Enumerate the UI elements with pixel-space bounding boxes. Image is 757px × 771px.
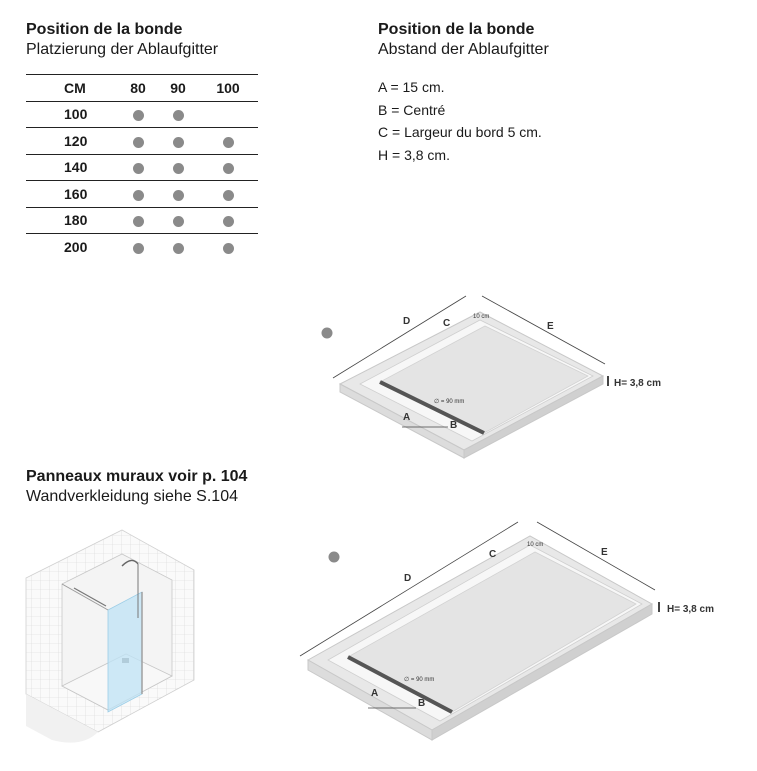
spec-a: A = 15 cm. xyxy=(378,79,445,95)
drain-dot-2 xyxy=(329,552,340,563)
spec-b: B = Centré xyxy=(378,101,446,118)
dim-h-1: H= 3,8 cm xyxy=(614,378,661,389)
dim-c-2: C xyxy=(489,549,497,560)
dim-e-2: E xyxy=(601,547,608,558)
left-header-line1: Position de la bonde xyxy=(26,21,183,38)
row-label: 160 xyxy=(26,181,118,208)
drain-size-1: ∅ = 90 mm xyxy=(434,399,465,405)
dim-rim-2: 10 cm xyxy=(527,542,544,548)
column-header: 80 xyxy=(118,75,158,102)
row-label: 140 xyxy=(26,154,118,181)
row-label: 180 xyxy=(26,207,118,234)
dim-h-2: H= 3,8 cm xyxy=(667,604,714,615)
dim-e-1: E xyxy=(547,321,554,332)
row-label: 100 xyxy=(26,101,118,128)
dim-a-1: A xyxy=(403,412,411,423)
shower-enclosure-illustration xyxy=(22,526,202,748)
dim-c-1: C xyxy=(443,318,451,329)
dim-rim-1: 10 cm xyxy=(473,314,490,320)
tray-2 xyxy=(308,536,652,740)
panels-line1: Panneaux muraux voir p. 104 xyxy=(26,468,248,485)
right-header-line1: Position de la bonde xyxy=(378,21,535,38)
drain-size-2: ∅ = 90 mm xyxy=(404,677,435,683)
column-header: 90 xyxy=(158,75,198,102)
left-header-line2: Platzierung der Ablaufgitter xyxy=(26,41,219,58)
row-label: 200 xyxy=(26,234,118,260)
dim-b-2: B xyxy=(418,698,426,709)
spec-h: H = 3,8 cm. xyxy=(378,146,450,163)
dim-b-1: B xyxy=(450,420,458,431)
table-corner: CM xyxy=(26,75,118,102)
spec-c: C = Largeur du bord 5 cm. xyxy=(378,124,542,140)
panels-line2: Wandverkleidung siehe S.104 xyxy=(26,488,238,505)
dim-d-1: D xyxy=(403,316,411,327)
row-label: 120 xyxy=(26,128,118,155)
column-header: 100 xyxy=(198,75,258,102)
dim-a-2: A xyxy=(371,688,379,699)
dim-d-2: D xyxy=(404,573,412,584)
right-header-line2: Abstand der Ablaufgitter xyxy=(378,41,549,58)
